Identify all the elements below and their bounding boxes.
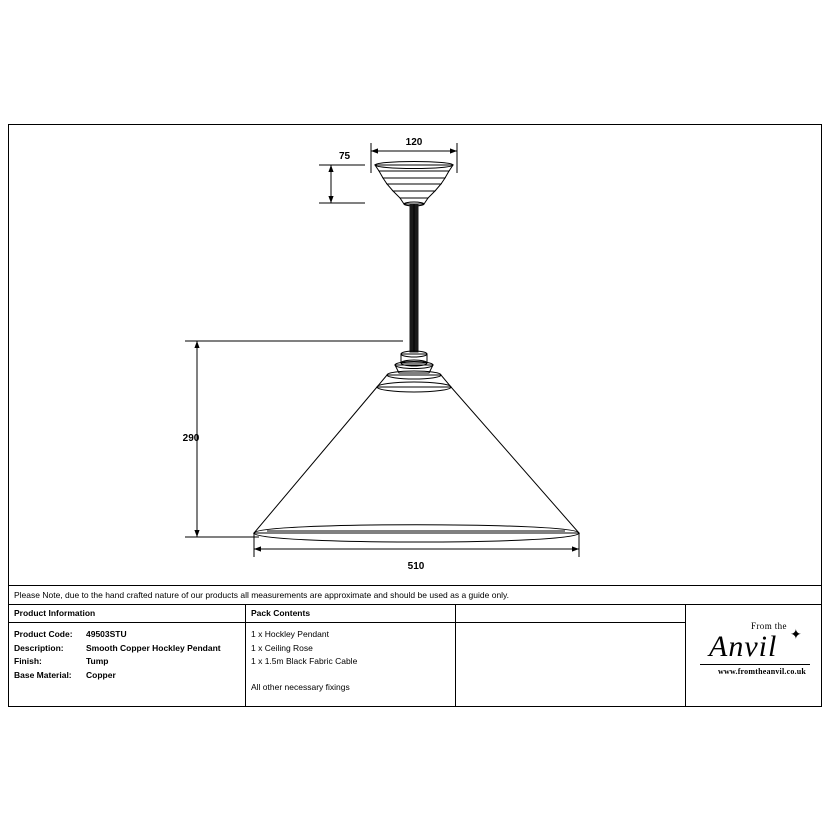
logo-from-the-text: From the: [751, 621, 787, 631]
dim-510-arrow-right: [572, 546, 579, 551]
logo-divider: [700, 664, 810, 665]
shade-rim-front: [254, 533, 579, 542]
information-table: [9, 605, 821, 706]
dim-510-arrow-left: [254, 546, 261, 551]
product-information-column: [9, 605, 246, 706]
rose-band-4: [387, 184, 441, 191]
product-code-row: [14, 628, 240, 642]
pendant-drawing-svg: [9, 125, 821, 585]
dim-290-arrow-bottom: [194, 530, 199, 537]
pack-content-item: 1 x Hockley Pendant: [251, 629, 329, 639]
blank-column-header: [456, 605, 685, 623]
product-information-body: [9, 623, 245, 682]
technical-drawing: [9, 125, 821, 585]
finish-row: [14, 655, 240, 669]
rose-band-5: [393, 191, 435, 198]
logo-inner: [696, 621, 814, 691]
description-label: Description:: [14, 642, 64, 653]
logo-column: [686, 605, 821, 706]
dim-290-arrow-top: [194, 341, 199, 348]
description-value: Smooth Copper Hockley Pendant: [86, 642, 221, 653]
star-icon: ✦: [790, 626, 802, 642]
dim-120-arrow-left: [371, 148, 378, 153]
dim-120-arrow-right: [450, 148, 457, 153]
shade-neck: [377, 375, 451, 387]
blank-column: [456, 605, 686, 706]
pack-content-item: 1 x 1.5m Black Fabric Cable: [251, 656, 358, 666]
base-material-label: Base Material:: [14, 669, 72, 680]
drawing-sheet: [8, 124, 822, 707]
shade-cone: [254, 387, 579, 533]
finish-label: Finish:: [14, 656, 42, 666]
dim-label-290: 290: [182, 433, 200, 444]
dim-label-120: 120: [405, 137, 423, 148]
dim-75-arrow-top: [328, 165, 333, 172]
rose-band-3: [383, 178, 445, 184]
pack-content-item: 1 x Ceiling Rose: [251, 642, 313, 653]
base-material-value: Copper: [86, 669, 116, 680]
measurement-note: Please Note, due to the hand crafted nature of our products all measurements are approximate and should be used as a guide only.: [9, 585, 821, 605]
pack-contents-body: [246, 623, 455, 694]
pack-contents-footer: All other necessary fixings: [251, 681, 350, 692]
product-information-header: Product Information: [9, 605, 245, 623]
finish-value: Tump: [86, 656, 109, 666]
brand-logo: [686, 605, 821, 706]
dim-label-75: 75: [339, 151, 351, 162]
dim-75-arrow-bottom: [328, 196, 333, 203]
pack-contents-header: Pack Contents: [246, 605, 455, 623]
rose-band-2: [379, 171, 449, 178]
dim-label-510: 510: [407, 561, 425, 572]
logo-anvil-text: Anvil: [709, 630, 778, 663]
product-code-label: Product Code:: [14, 629, 73, 639]
base-material-row: [14, 669, 240, 683]
blank-column-body: [456, 623, 685, 628]
pack-contents-column: [246, 605, 456, 706]
product-code-value: 49503STU: [86, 629, 127, 639]
logo-url-text: www.fromtheanvil.co.uk: [718, 667, 807, 676]
description-row: [14, 642, 240, 656]
shade-rim-back: [254, 525, 579, 533]
